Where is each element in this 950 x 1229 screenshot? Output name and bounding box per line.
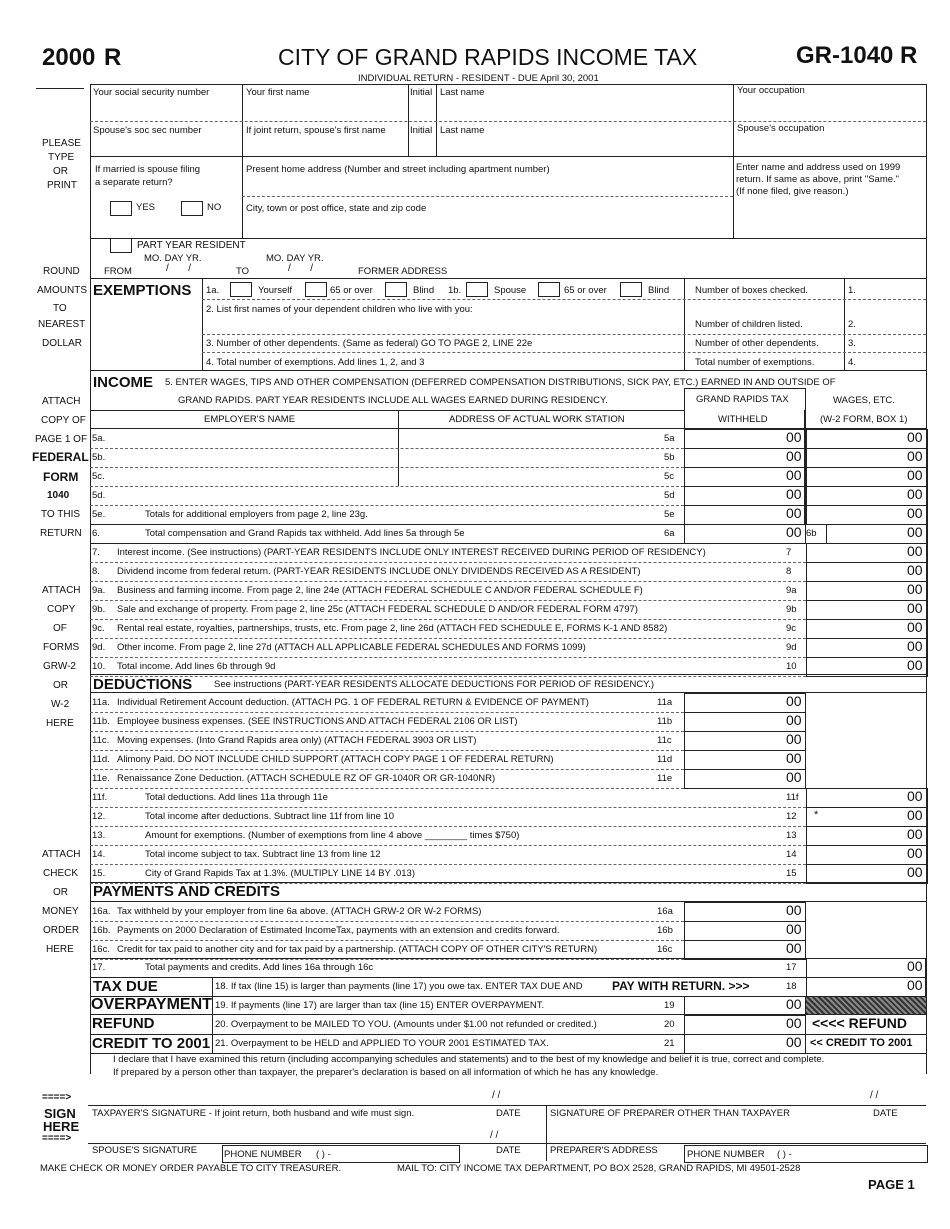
from-label: FROM xyxy=(104,266,132,277)
line-5e-ref: 5e xyxy=(664,509,675,520)
payment-line-cents: 00 xyxy=(786,940,802,956)
income-line-text: Other income. From page 2, line 27d (ATTACH ALL APPLICABLE FEDERAL SCHEDULES AND FORMS 1099) xyxy=(117,642,586,653)
deduction-total-ref: 11f xyxy=(786,792,799,803)
deduction-line-cents: 00 xyxy=(786,712,802,728)
payment-line-text: Credit for tax paid to another city and for tax paid by a partnership. (ATTACH COPY OF OTHER CITY'S RETURN) xyxy=(117,944,598,955)
payment-line-label: 16c. xyxy=(92,944,110,955)
deduction-line-ref: 11a xyxy=(657,697,673,708)
income-line-ref: 7 xyxy=(786,547,792,558)
income-line-cents: 00 xyxy=(907,619,923,635)
deduction-line-text: Moving expenses. (Into Grand Rapids area only) (ATTACH FEDERAL 3903 OR LIST) xyxy=(117,735,477,746)
refund-label: 20. Overpayment to be MAILED TO YOU. (Amounts under $1.00 not refunded or credited.) xyxy=(215,1019,597,1030)
deduction-total-text: Total income after deductions. Subtract line 11f from line 10 xyxy=(145,811,395,822)
deduction-line-cents: 00 xyxy=(786,750,802,766)
payment-line-label: 16b. xyxy=(92,925,111,936)
deduction-line-ref: 11b xyxy=(657,716,673,727)
deduction-line-label: 11d. xyxy=(92,754,110,765)
boxes-checked-label: Number of boxes checked. xyxy=(695,285,809,296)
employer-row-label: 5a. xyxy=(92,433,106,444)
spouse-occupation-label: Spouse's occupation xyxy=(737,123,825,134)
income-line-text: Sale and exchange of property. From page 2, line 25c (ATTACH FEDERAL SCHEDULE D AND/OR FEDERAL FORM 4797) xyxy=(117,604,638,615)
deduction-total-label: 11f. xyxy=(92,792,108,803)
employer-row-ref: 5d xyxy=(664,490,675,501)
deduction-total-ref: 12 xyxy=(786,811,797,822)
preparer-date-label: DATE xyxy=(873,1108,898,1119)
income-line-text: Rental real estate, royalties, partnerships, trusts, etc. From page 2, line 26d (ATTACH FED SCHEDULE E, FORMS K-1 AND 8582) xyxy=(117,623,668,634)
income-line-label: 9d. xyxy=(92,642,106,653)
spouse-last-label: Last name xyxy=(440,125,485,136)
spouse-65-checkbox[interactable] xyxy=(538,282,560,297)
wages-cents: 00 xyxy=(907,429,923,445)
deduction-total-text: City of Grand Rapids Tax at 1.3%. (MULTIPLY LINE 14 BY .013) xyxy=(145,868,415,879)
income-line-ref: 9c xyxy=(786,623,797,634)
withheld-cents: 00 xyxy=(786,486,802,502)
spouse-first-label: If joint return, spouse's first name xyxy=(246,125,386,136)
deduction-total-text: Amount for exemptions. (Number of exemptions from line 4 above ________ times $750) xyxy=(145,830,520,841)
line-5e-wages-cents: 00 xyxy=(907,505,923,521)
children-label: 2. List first names of your dependent children who live with you: xyxy=(206,304,473,315)
income-line-label: 9a. xyxy=(92,585,106,596)
line-17-cents: 00 xyxy=(907,958,923,974)
spouse-separate-yes-checkbox[interactable] xyxy=(110,201,132,216)
wages-instruction: 5. ENTER WAGES, TIPS AND OTHER COMPENSATION (DEFERRED COMPENSATION DISTRIBUTIONS, SICK PAY, ETC.) EARNED IN AND OUTSIDE OF xyxy=(165,377,836,388)
form-letter: R xyxy=(104,44,122,71)
deduction-total-ref: 14 xyxy=(786,849,797,860)
income-line-ref: 10 xyxy=(786,661,797,672)
page-number: PAGE 1 xyxy=(868,1177,915,1192)
deduction-line-ref: 11c xyxy=(657,735,672,746)
tax-due-heading: TAX DUE xyxy=(93,978,158,995)
line-5e-label: 5e. xyxy=(92,509,106,520)
yes-label: YES xyxy=(136,202,156,213)
spouse-blind-checkbox[interactable] xyxy=(620,282,642,297)
deduction-total-ref: 13 xyxy=(786,830,797,841)
no-label: NO xyxy=(207,202,222,213)
income-heading: INCOME xyxy=(93,374,153,391)
taxpayer-signature-line[interactable]: TAXPAYER'S SIGNATURE - If joint return, both husband and wife must sign. xyxy=(92,1108,415,1119)
shaded-block xyxy=(806,997,926,1014)
deduction-line-ref: 11e xyxy=(657,773,673,784)
wages-header: WAGES, ETC. xyxy=(833,395,895,406)
income-line-text: Interest income. (See instructions) (PART-YEAR RESIDENTS INCLUDE ONLY INTEREST RECEIVED DURING PERIOD OF RESIDENCY) xyxy=(117,547,706,558)
spouse-initial-label: Initial xyxy=(410,125,433,136)
married-question-2: a separate return? xyxy=(95,177,173,188)
preparer-signature-line[interactable]: SIGNATURE OF PREPARER OTHER THAN TAXPAYER xyxy=(550,1108,791,1119)
withheld-cents: 00 xyxy=(786,429,802,445)
employer-row-ref: 5b xyxy=(664,452,675,463)
employer-row-ref: 5a xyxy=(664,433,675,444)
deduction-total-label: 14. xyxy=(92,849,106,860)
deduction-line-text: Individual Retirement Account deduction. (ATTACH PG. 1 OF FEDERAL RETURN & EVIDENCE OF PAYMENT) xyxy=(117,697,589,708)
work-station-header: ADDRESS OF ACTUAL WORK STATION xyxy=(449,414,625,425)
declaration-text: I declare that I have examined this return (including accompanying schedules and statements) and to the best of my knowledge and belief it is true, correct and complete. xyxy=(113,1054,825,1065)
last-name-label: Last name xyxy=(440,87,485,98)
income-line-cents: 00 xyxy=(907,657,923,673)
income-line-text: Dividend income from federal return. (PART-YEAR RESIDENTS INCLUDE ONLY DIVIDENDS RECEIVED AS A RESIDENT) xyxy=(117,566,641,577)
employer-name-header: EMPLOYER'S NAME xyxy=(204,414,296,425)
income-line-label: 9b. xyxy=(92,604,106,615)
withheld-cents: 00 xyxy=(786,467,802,483)
deduction-total-label: 13. xyxy=(92,830,106,841)
form-subtitle: INDIVIDUAL RETURN - RESIDENT - DUE April 30, 2001 xyxy=(358,73,599,84)
income-line-label: 8. xyxy=(92,566,100,577)
married-question: If married is spouse filing xyxy=(95,164,201,175)
income-line-label: 7. xyxy=(92,547,100,558)
city-label: City, town or post office, state and zip code xyxy=(246,203,427,214)
income-line-label: 9c. xyxy=(92,623,105,634)
deduction-total-label: 15. xyxy=(92,868,106,879)
total-exemptions-label: 4. Total number of exemptions. Add lines 1, 2, and 3 xyxy=(206,357,425,368)
overpayment-label: 19. If payments (line 17) are larger than tax (line 15) ENTER OVERPAYMENT. xyxy=(215,1000,545,1011)
line-6b-ref: 6b xyxy=(806,528,817,539)
deduction-line-text: Renaissance Zone Deduction. (ATTACH SCHEDULE RZ OF GR-1040R OR GR-1040NR) xyxy=(117,773,496,784)
deduction-line-cents: 00 xyxy=(786,769,802,785)
deduction-total-label: 12. xyxy=(92,811,106,822)
line-6-text: Total compensation and Grand Rapids tax withheld. Add lines 5a through 5e xyxy=(145,528,465,539)
yourself-checkbox[interactable] xyxy=(230,282,252,297)
refund-heading: REFUND xyxy=(92,1015,155,1032)
spouse-signature-line[interactable]: SPOUSE'S SIGNATURE xyxy=(92,1145,198,1156)
exemptions-heading: EXEMPTIONS xyxy=(93,282,192,299)
line-17-amount[interactable] xyxy=(806,958,926,978)
spouse-ssn-label: Spouse's soc sec number xyxy=(93,125,202,136)
deduction-total-cents: 00 xyxy=(907,845,923,861)
first-name-label: Your first name xyxy=(246,87,310,98)
employer-row-ref: 5c xyxy=(664,471,675,482)
wages-cents: 00 xyxy=(907,448,923,464)
income-line-text: Business and farming income. From page 2, line 24e (ATTACH FEDERAL SCHEDULE C AND/OR FEDERAL SCHEDULE F) xyxy=(117,585,643,596)
income-line-text: Total income. Add lines 6b through 9d xyxy=(117,661,276,672)
line-6b-cents: 00 xyxy=(907,524,923,540)
deduction-total-text: Total income subject to tax. Subtract line 13 from line 12 xyxy=(145,849,381,860)
prior-name-label-3: (If none filed, give reason.) xyxy=(736,186,849,197)
wages-cents: 00 xyxy=(907,486,923,502)
deduction-line-ref: 11d xyxy=(657,754,673,765)
part-year-label: PART YEAR RESIDENT xyxy=(137,240,246,251)
deduction-line-label: 11a. xyxy=(92,697,110,708)
tax-due-label: 18. If tax (line 15) is larger than payments (line 17) you owe tax. ENTER TAX DUE AND xyxy=(215,981,583,992)
payment-line-ref: 16a xyxy=(657,906,673,917)
income-line-ref: 9b xyxy=(786,604,797,615)
ssn-label: Your social security number xyxy=(93,87,210,98)
income-line-cents: 00 xyxy=(907,543,923,559)
wages-instruction-2: GRAND RAPIDS. PART YEAR RESIDENTS INCLUDE ALL WAGES EARNED DURING RESIDENCY. xyxy=(178,395,608,406)
credit-heading: CREDIT TO 2001 xyxy=(92,1035,211,1052)
occupation-label: Your occupation xyxy=(737,85,805,96)
former-address-label: FORMER ADDRESS xyxy=(358,266,448,277)
tax-year: 2000 xyxy=(42,44,96,71)
deduction-line-label: 11c. xyxy=(92,735,110,746)
overpayment-heading: OVERPAYMENT xyxy=(91,996,212,1013)
credit-label: 21. Overpayment to be HELD and APPLIED TO YOUR 2001 ESTIMATED TAX. xyxy=(215,1038,549,1049)
date-label: DATE xyxy=(496,1108,521,1119)
to-date-header: MO. DAY YR. xyxy=(266,253,324,264)
deduction-line-text: Employee business expenses. (SEE INSTRUCTIONS AND ATTACH FEDERAL 2106 OR LIST) xyxy=(117,716,518,727)
deduction-total-cents: 00 xyxy=(907,788,923,804)
initial-label: Initial xyxy=(410,87,433,98)
line-19-cents: 00 xyxy=(786,996,802,1012)
payment-line-text: Tax withheld by your employer from line 6a above. (ATTACH GRW-2 OR W-2 FORMS) xyxy=(117,906,482,917)
deduction-total-text: Total deductions. Add lines 11a through 11e xyxy=(145,792,328,803)
line-6a-cents: 00 xyxy=(786,524,802,540)
employer-row-label: 5d. xyxy=(92,490,106,501)
line-6a-ref: 6a xyxy=(664,528,675,539)
asterisk-marker: * xyxy=(814,809,819,821)
form-id: GR-1040 R xyxy=(796,42,918,69)
other-dependents-label: 3. Number of other dependents. (Same as federal) GO TO PAGE 2, LINE 22e xyxy=(206,338,533,349)
deduction-line-cents: 00 xyxy=(786,693,802,709)
payment-line-ref: 16c xyxy=(657,944,673,955)
deduction-total-cents: 00 xyxy=(907,864,923,880)
pay-with-return-label: PAY WITH RETURN. >>> xyxy=(612,979,750,993)
refund-arrow: <<<< REFUND xyxy=(812,1015,907,1031)
line-6-label: 6. xyxy=(92,528,100,539)
line-21-cents: 00 xyxy=(786,1034,802,1050)
address-label: Present home address (Number and street including apartment number) xyxy=(246,164,550,175)
deduction-total-cents: 00 xyxy=(907,807,923,823)
spouse-date-label: DATE xyxy=(496,1145,521,1156)
payment-line-cents: 00 xyxy=(786,902,802,918)
line-20-cents: 00 xyxy=(786,1015,802,1031)
payable-note: MAKE CHECK OR MONEY ORDER PAYABLE TO CITY TREASURER. xyxy=(40,1163,342,1174)
sign-here-label: SIGN xyxy=(44,1106,76,1121)
line-5e-cents: 00 xyxy=(786,505,802,521)
part-year-checkbox[interactable] xyxy=(110,238,132,253)
deduction-total-ref: 15 xyxy=(786,868,797,879)
deductions-heading: DEDUCTIONS xyxy=(93,676,193,693)
deduction-line-label: 11e. xyxy=(92,773,110,784)
income-line-label: 10. xyxy=(92,661,106,672)
yourself-blind-checkbox[interactable] xyxy=(385,282,407,297)
from-date-header: MO. DAY YR. xyxy=(144,253,202,264)
payment-line-ref: 16b xyxy=(657,925,673,936)
form-title: CITY OF GRAND RAPIDS INCOME TAX xyxy=(278,44,698,70)
to-label: TO xyxy=(236,266,250,277)
payments-heading: PAYMENTS AND CREDITS xyxy=(93,883,280,900)
deduction-line-cents: 00 xyxy=(786,731,802,747)
gr-tax-withheld-header: GRAND RAPIDS TAX xyxy=(696,394,789,405)
yourself-65-checkbox[interactable] xyxy=(305,282,327,297)
income-line-ref: 8 xyxy=(786,566,792,577)
withheld-cents: 00 xyxy=(786,448,802,464)
prior-name-label: Enter name and address used on 1999 xyxy=(736,162,901,173)
income-line-ref: 9d xyxy=(786,642,797,653)
preparer-address-line[interactable]: PREPARER'S ADDRESS xyxy=(550,1145,658,1156)
payment-line-cents: 00 xyxy=(786,921,802,937)
deductions-note: See instructions (PART-YEAR RESIDENTS ALLOCATE DEDUCTIONS FOR PERIOD OF RESIDENCY.) xyxy=(214,679,655,690)
payment-line-text: Payments on 2000 Declaration of Estimated IncomeTax, payments with an extension and credits forward. xyxy=(117,925,560,936)
spouse-checkbox[interactable] xyxy=(466,282,488,297)
employer-row-label: 5c. xyxy=(92,471,105,482)
line-5e-text: Totals for additional employers from page 2, line 23g. xyxy=(145,509,368,520)
deduction-line-text: Alimony Paid. DO NOT INCLUDE CHILD SUPPORT (ATTACH COPY PAGE 1 OF FEDERAL RETURN) xyxy=(117,754,554,765)
income-line-ref: 9a xyxy=(786,585,797,596)
total-payments-label: Total payments and credits. Add lines 16a through 16c xyxy=(145,962,374,973)
spouse-separate-no-checkbox[interactable] xyxy=(181,201,203,216)
declaration-text-2: If prepared by a person other than taxpayer, the preparer's declaration is based on all information of which he has any knowledge. xyxy=(113,1067,659,1078)
prior-name-label-2: return. If same as above, print "Same." xyxy=(736,174,900,185)
credit-arrow: << CREDIT TO 2001 xyxy=(810,1037,913,1049)
income-line-cents: 00 xyxy=(907,600,923,616)
income-line-cents: 00 xyxy=(907,562,923,578)
line-18-cents: 00 xyxy=(907,977,923,993)
mailing-address: MAIL TO: CITY INCOME TAX DEPARTMENT, PO BOX 2528, GRAND RAPIDS, MI 49501-2528 xyxy=(397,1163,801,1174)
employer-row-label: 5b. xyxy=(92,452,106,463)
payment-line-label: 16a. xyxy=(92,906,111,917)
income-line-cents: 00 xyxy=(907,581,923,597)
income-line-cents: 00 xyxy=(907,638,923,654)
deduction-line-label: 11b. xyxy=(92,716,110,727)
deduction-total-cents: 00 xyxy=(907,826,923,842)
wages-cents: 00 xyxy=(907,467,923,483)
